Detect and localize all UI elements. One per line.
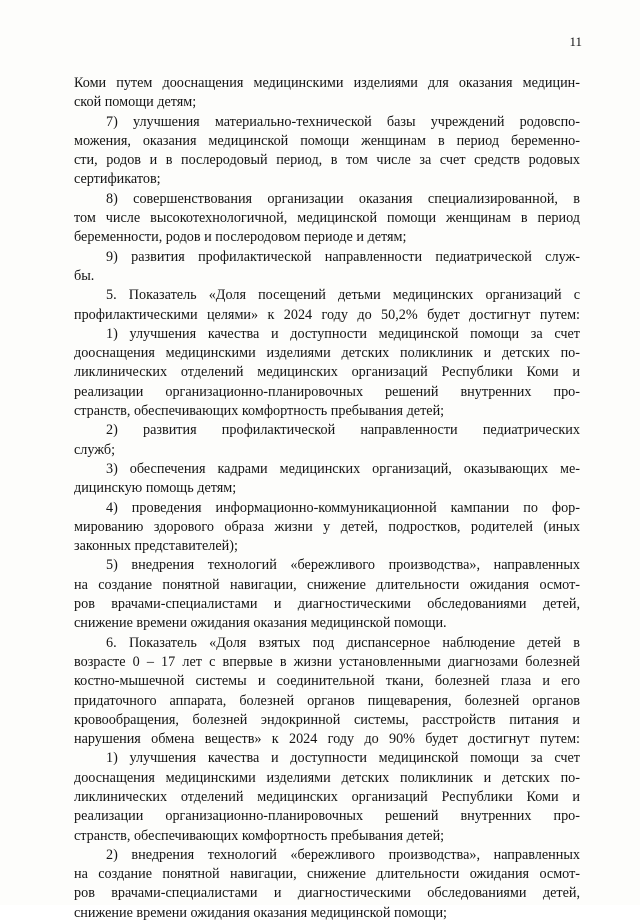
text-line: ской помощи детям; [74, 94, 197, 111]
text-line: снижение времени ожидания оказания медицинской помощи; [74, 904, 447, 921]
text-line: ров врачами-специалистами и диагностическими обследованиями детей, [74, 596, 580, 613]
text-line: кровообращения, болезней эндокринной системы, расстройств питания и [74, 711, 580, 728]
text-line: служб; [74, 441, 116, 458]
text-line: 3) обеспечения кадрами медицинских организаций, оказывающих ме- [106, 460, 580, 477]
text-line: мированию здорового образа жизни у детей, подростков, родителей (иных [74, 518, 580, 535]
text-line: законных представителей); [74, 538, 238, 555]
text-line: можения, оказания медицинской помощи женщинам в период беременно- [74, 132, 580, 149]
text-line: том числе высокотехнологичной, медицинской помощи женщинам в период [74, 210, 580, 227]
text-line: ликлинических отделений медицинских организаций Республики Коми и [74, 364, 580, 381]
text-line: Коми путем дооснащения медицинскими изделиями для оказания медицин- [74, 75, 580, 91]
text-line: 5. Показатель «Доля посещений детьми медицинских организаций с [106, 287, 580, 304]
text-line: странств, обеспечивающих комфортность пребывания детей; [74, 827, 445, 844]
text-line: 2) развития профилактической направленности педиатрических [106, 422, 580, 439]
text-line: 9) развития профилактической направленности педиатрической служ- [106, 248, 580, 265]
text-line: 1) улучшения качества и доступности медицинской помощи за счет [106, 325, 580, 342]
text-line: 5) внедрения технологий «бережливого производства», направленных [106, 557, 580, 574]
text-line: 4) проведения информационно-коммуникационной кампании по фор- [106, 499, 580, 516]
text-line: на создание понятной навигации, снижение длительности ожидания осмот- [74, 576, 580, 593]
text-line: сти, родов и в послеродовый период, в том числе за счет средств родовых [74, 152, 580, 169]
text-line: дооснащения медицинскими изделиями детских поликлиник и детских по- [74, 769, 580, 786]
text-line: 7) улучшения материально-технической базы учреждений родовспо- [106, 113, 580, 130]
text-line: бы. [74, 267, 95, 284]
text-line: странств, обеспечивающих комфортность пребывания детей; [74, 403, 445, 420]
text-line: нарушения обмена веществ» к 2024 году до 90% будет достигнут путем: [74, 731, 580, 748]
text-line: дооснащения медицинскими изделиями детских поликлиник и детских по- [74, 345, 580, 362]
document-body [74, 74, 580, 923]
text-line: дицинскую помощь детям; [74, 480, 237, 497]
text-line: возрасте 0 – 17 лет с впервые в жизни установленными диагнозами болезней [74, 653, 580, 670]
text-line: придаточного аппарата, болезней органов пищеварения, болезней органов [74, 692, 580, 709]
text-line: реализации организационно-планировочных решений внутренних про- [74, 383, 580, 400]
text-line: 6. Показатель «Доля взятых под диспансерное наблюдение детей в [106, 634, 580, 651]
text-line: 1) улучшения качества и доступности медицинской помощи за счет [106, 750, 580, 767]
page-number: 11 [569, 34, 582, 49]
text-line: костно-мышечной системы и соединительной ткани, болезней глаза и его [74, 673, 580, 690]
text-line: реализации организационно-планировочных решений внутренних про- [74, 808, 580, 825]
text-line: на создание понятной навигации, снижение длительности ожидания осмот- [74, 866, 580, 883]
text-line: снижение времени ожидания оказания медицинской помощи. [74, 615, 447, 632]
text-line: профилактическими целями» к 2024 году до 50,2% будет достигнут путем: [74, 306, 580, 323]
text-line: 2) внедрения технологий «бережливого производства», направленных [106, 846, 580, 863]
text-line: сертификатов; [74, 171, 161, 188]
text-line: 8) совершенствования организации оказания специализированной, в [106, 190, 580, 207]
text-line: беременности, родов и послеродовом периоде и детям; [74, 229, 407, 246]
text-line: ликлинических отделений медицинских организаций Республики Коми и [74, 788, 580, 805]
text-line: ров врачами-специалистами и диагностическими обследованиями детей, [74, 885, 580, 902]
